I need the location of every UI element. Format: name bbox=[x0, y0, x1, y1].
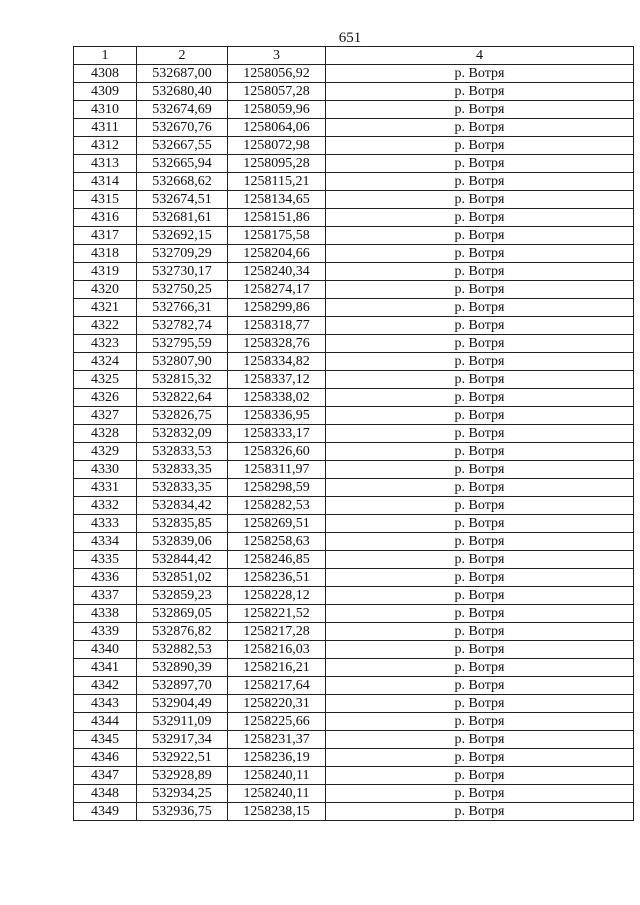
table-row bbox=[74, 83, 634, 101]
y-coordinate-cell: 1258231,37 bbox=[228, 731, 326, 749]
x-coordinate-cell: 532890,39 bbox=[137, 659, 228, 677]
table-row bbox=[74, 533, 634, 551]
description-cell: р. Вотря bbox=[326, 227, 634, 245]
y-coordinate-cell: 1258269,51 bbox=[228, 515, 326, 533]
y-coordinate-cell: 1258318,77 bbox=[228, 317, 326, 335]
point-number-cell: 4349 bbox=[74, 803, 137, 821]
point-number-cell: 4308 bbox=[74, 65, 137, 83]
x-coordinate-cell: 532807,90 bbox=[137, 353, 228, 371]
table-row bbox=[74, 497, 634, 515]
point-number-cell: 4339 bbox=[74, 623, 137, 641]
column-header-3: 3 bbox=[228, 47, 326, 65]
table-row bbox=[74, 443, 634, 461]
point-number-cell: 4340 bbox=[74, 641, 137, 659]
header-row bbox=[74, 47, 634, 65]
table-row bbox=[74, 407, 634, 425]
point-number-cell: 4326 bbox=[74, 389, 137, 407]
table-row bbox=[74, 605, 634, 623]
table-row bbox=[74, 425, 634, 443]
column-header-4: 4 bbox=[326, 47, 634, 65]
table-row bbox=[74, 119, 634, 137]
description-cell: р. Вотря bbox=[326, 515, 634, 533]
x-coordinate-cell: 532730,17 bbox=[137, 263, 228, 281]
description-cell: р. Вотря bbox=[326, 155, 634, 173]
y-coordinate-cell: 1258057,28 bbox=[228, 83, 326, 101]
x-coordinate-cell: 532665,94 bbox=[137, 155, 228, 173]
table-row bbox=[74, 641, 634, 659]
x-coordinate-cell: 532833,35 bbox=[137, 479, 228, 497]
y-coordinate-cell: 1258337,12 bbox=[228, 371, 326, 389]
table-row bbox=[74, 803, 634, 821]
description-cell: р. Вотря bbox=[326, 371, 634, 389]
point-number-cell: 4319 bbox=[74, 263, 137, 281]
description-cell: р. Вотря bbox=[326, 785, 634, 803]
y-coordinate-cell: 1258220,31 bbox=[228, 695, 326, 713]
description-cell: р. Вотря bbox=[326, 695, 634, 713]
point-number-cell: 4329 bbox=[74, 443, 137, 461]
table-row bbox=[74, 695, 634, 713]
description-cell: р. Вотря bbox=[326, 407, 634, 425]
x-coordinate-cell: 532851,02 bbox=[137, 569, 228, 587]
description-cell: р. Вотря bbox=[326, 119, 634, 137]
description-cell: р. Вотря bbox=[326, 209, 634, 227]
description-cell: р. Вотря bbox=[326, 173, 634, 191]
y-coordinate-cell: 1258216,21 bbox=[228, 659, 326, 677]
point-number-cell: 4348 bbox=[74, 785, 137, 803]
x-coordinate-cell: 532750,25 bbox=[137, 281, 228, 299]
x-coordinate-cell: 532904,49 bbox=[137, 695, 228, 713]
point-number-cell: 4317 bbox=[74, 227, 137, 245]
description-cell: р. Вотря bbox=[326, 659, 634, 677]
description-cell: р. Вотря bbox=[326, 83, 634, 101]
table-row bbox=[74, 569, 634, 587]
point-number-cell: 4316 bbox=[74, 209, 137, 227]
description-cell: р. Вотря bbox=[326, 533, 634, 551]
x-coordinate-cell: 532882,53 bbox=[137, 641, 228, 659]
y-coordinate-cell: 1258151,86 bbox=[228, 209, 326, 227]
point-number-cell: 4330 bbox=[74, 461, 137, 479]
y-coordinate-cell: 1258334,82 bbox=[228, 353, 326, 371]
table-body bbox=[74, 65, 634, 821]
table-row bbox=[74, 281, 634, 299]
description-cell: р. Вотря bbox=[326, 263, 634, 281]
description-cell: р. Вотря bbox=[326, 551, 634, 569]
point-number-cell: 4345 bbox=[74, 731, 137, 749]
x-coordinate-cell: 532822,64 bbox=[137, 389, 228, 407]
point-number-cell: 4344 bbox=[74, 713, 137, 731]
y-coordinate-cell: 1258333,17 bbox=[228, 425, 326, 443]
x-coordinate-cell: 532670,76 bbox=[137, 119, 228, 137]
point-number-cell: 4313 bbox=[74, 155, 137, 173]
y-coordinate-cell: 1258338,02 bbox=[228, 389, 326, 407]
x-coordinate-cell: 532782,74 bbox=[137, 317, 228, 335]
description-cell: р. Вотря bbox=[326, 497, 634, 515]
y-coordinate-cell: 1258217,28 bbox=[228, 623, 326, 641]
y-coordinate-cell: 1258134,65 bbox=[228, 191, 326, 209]
point-number-cell: 4338 bbox=[74, 605, 137, 623]
x-coordinate-cell: 532844,42 bbox=[137, 551, 228, 569]
y-coordinate-cell: 1258326,60 bbox=[228, 443, 326, 461]
x-coordinate-cell: 532839,06 bbox=[137, 533, 228, 551]
x-coordinate-cell: 532681,61 bbox=[137, 209, 228, 227]
point-number-cell: 4331 bbox=[74, 479, 137, 497]
description-cell: р. Вотря bbox=[326, 461, 634, 479]
y-coordinate-cell: 1258311,97 bbox=[228, 461, 326, 479]
y-coordinate-cell: 1258064,06 bbox=[228, 119, 326, 137]
point-number-cell: 4324 bbox=[74, 353, 137, 371]
x-coordinate-cell: 532934,25 bbox=[137, 785, 228, 803]
x-coordinate-cell: 532835,85 bbox=[137, 515, 228, 533]
description-cell: р. Вотря bbox=[326, 101, 634, 119]
description-cell: р. Вотря bbox=[326, 677, 634, 695]
table-row bbox=[74, 227, 634, 245]
table-row bbox=[74, 713, 634, 731]
point-number-cell: 4342 bbox=[74, 677, 137, 695]
point-number-cell: 4335 bbox=[74, 551, 137, 569]
y-coordinate-cell: 1258228,12 bbox=[228, 587, 326, 605]
description-cell: р. Вотря bbox=[326, 731, 634, 749]
x-coordinate-cell: 532826,75 bbox=[137, 407, 228, 425]
table-row bbox=[74, 191, 634, 209]
table-row bbox=[74, 209, 634, 227]
y-coordinate-cell: 1258236,51 bbox=[228, 569, 326, 587]
table-row bbox=[74, 749, 634, 767]
point-number-cell: 4321 bbox=[74, 299, 137, 317]
point-number-cell: 4332 bbox=[74, 497, 137, 515]
table-row bbox=[74, 65, 634, 83]
y-coordinate-cell: 1258240,11 bbox=[228, 767, 326, 785]
point-number-cell: 4318 bbox=[74, 245, 137, 263]
x-coordinate-cell: 532795,59 bbox=[137, 335, 228, 353]
table-row bbox=[74, 299, 634, 317]
y-coordinate-cell: 1258221,52 bbox=[228, 605, 326, 623]
y-coordinate-cell: 1258240,34 bbox=[228, 263, 326, 281]
y-coordinate-cell: 1258274,17 bbox=[228, 281, 326, 299]
point-number-cell: 4341 bbox=[74, 659, 137, 677]
description-cell: р. Вотря bbox=[326, 299, 634, 317]
description-cell: р. Вотря bbox=[326, 425, 634, 443]
x-coordinate-cell: 532680,40 bbox=[137, 83, 228, 101]
y-coordinate-cell: 1258204,66 bbox=[228, 245, 326, 263]
description-cell: р. Вотря bbox=[326, 569, 634, 587]
x-coordinate-cell: 532922,51 bbox=[137, 749, 228, 767]
point-number-cell: 4343 bbox=[74, 695, 137, 713]
point-number-cell: 4347 bbox=[74, 767, 137, 785]
point-number-cell: 4323 bbox=[74, 335, 137, 353]
description-cell: р. Вотря bbox=[326, 803, 634, 821]
x-coordinate-cell: 532834,42 bbox=[137, 497, 228, 515]
point-number-cell: 4315 bbox=[74, 191, 137, 209]
x-coordinate-cell: 532859,23 bbox=[137, 587, 228, 605]
point-number-cell: 4312 bbox=[74, 137, 137, 155]
x-coordinate-cell: 532832,09 bbox=[137, 425, 228, 443]
y-coordinate-cell: 1258298,59 bbox=[228, 479, 326, 497]
table-row bbox=[74, 317, 634, 335]
point-number-cell: 4311 bbox=[74, 119, 137, 137]
y-coordinate-cell: 1258072,98 bbox=[228, 137, 326, 155]
description-cell: р. Вотря bbox=[326, 443, 634, 461]
description-cell: р. Вотря bbox=[326, 389, 634, 407]
x-coordinate-cell: 532911,09 bbox=[137, 713, 228, 731]
y-coordinate-cell: 1258282,53 bbox=[228, 497, 326, 515]
description-cell: р. Вотря bbox=[326, 191, 634, 209]
y-coordinate-cell: 1258059,96 bbox=[228, 101, 326, 119]
table-row bbox=[74, 155, 634, 173]
x-coordinate-cell: 532876,82 bbox=[137, 623, 228, 641]
description-cell: р. Вотря bbox=[326, 281, 634, 299]
x-coordinate-cell: 532897,70 bbox=[137, 677, 228, 695]
table-row bbox=[74, 587, 634, 605]
table-row bbox=[74, 101, 634, 119]
x-coordinate-cell: 532668,62 bbox=[137, 173, 228, 191]
point-number-cell: 4337 bbox=[74, 587, 137, 605]
point-number-cell: 4346 bbox=[74, 749, 137, 767]
table-row bbox=[74, 371, 634, 389]
column-header-1: 1 bbox=[74, 47, 137, 65]
table-row bbox=[74, 461, 634, 479]
table-row bbox=[74, 137, 634, 155]
x-coordinate-cell: 532928,89 bbox=[137, 767, 228, 785]
x-coordinate-cell: 532833,35 bbox=[137, 461, 228, 479]
table-row bbox=[74, 623, 634, 641]
point-number-cell: 4309 bbox=[74, 83, 137, 101]
table-row bbox=[74, 677, 634, 695]
point-number-cell: 4328 bbox=[74, 425, 137, 443]
description-cell: р. Вотря bbox=[326, 587, 634, 605]
point-number-cell: 4333 bbox=[74, 515, 137, 533]
table-row bbox=[74, 659, 634, 677]
page-number: 651 bbox=[338, 30, 362, 46]
point-number-cell: 4336 bbox=[74, 569, 137, 587]
description-cell: р. Вотря bbox=[326, 623, 634, 641]
x-coordinate-cell: 532815,32 bbox=[137, 371, 228, 389]
point-number-cell: 4334 bbox=[74, 533, 137, 551]
y-coordinate-cell: 1258328,76 bbox=[228, 335, 326, 353]
table-row bbox=[74, 731, 634, 749]
coordinates-table bbox=[73, 46, 634, 821]
x-coordinate-cell: 532687,00 bbox=[137, 65, 228, 83]
point-number-cell: 4320 bbox=[74, 281, 137, 299]
x-coordinate-cell: 532674,69 bbox=[137, 101, 228, 119]
x-coordinate-cell: 532667,55 bbox=[137, 137, 228, 155]
point-number-cell: 4322 bbox=[74, 317, 137, 335]
y-coordinate-cell: 1258115,21 bbox=[228, 173, 326, 191]
description-cell: р. Вотря bbox=[326, 479, 634, 497]
x-coordinate-cell: 532936,75 bbox=[137, 803, 228, 821]
y-coordinate-cell: 1258175,58 bbox=[228, 227, 326, 245]
x-coordinate-cell: 532766,31 bbox=[137, 299, 228, 317]
x-coordinate-cell: 532869,05 bbox=[137, 605, 228, 623]
description-cell: р. Вотря bbox=[326, 749, 634, 767]
point-number-cell: 4325 bbox=[74, 371, 137, 389]
x-coordinate-cell: 532917,34 bbox=[137, 731, 228, 749]
table-row bbox=[74, 479, 634, 497]
table-row bbox=[74, 785, 634, 803]
y-coordinate-cell: 1258238,15 bbox=[228, 803, 326, 821]
description-cell: р. Вотря bbox=[326, 767, 634, 785]
y-coordinate-cell: 1258236,19 bbox=[228, 749, 326, 767]
point-number-cell: 4327 bbox=[74, 407, 137, 425]
x-coordinate-cell: 532833,53 bbox=[137, 443, 228, 461]
description-cell: р. Вотря bbox=[326, 317, 634, 335]
y-coordinate-cell: 1258336,95 bbox=[228, 407, 326, 425]
y-coordinate-cell: 1258246,85 bbox=[228, 551, 326, 569]
description-cell: р. Вотря bbox=[326, 65, 634, 83]
description-cell: р. Вотря bbox=[326, 713, 634, 731]
y-coordinate-cell: 1258216,03 bbox=[228, 641, 326, 659]
table-row bbox=[74, 551, 634, 569]
x-coordinate-cell: 532709,29 bbox=[137, 245, 228, 263]
y-coordinate-cell: 1258299,86 bbox=[228, 299, 326, 317]
table-row bbox=[74, 335, 634, 353]
description-cell: р. Вотря bbox=[326, 245, 634, 263]
description-cell: р. Вотря bbox=[326, 605, 634, 623]
description-cell: р. Вотря bbox=[326, 137, 634, 155]
x-coordinate-cell: 532674,51 bbox=[137, 191, 228, 209]
description-cell: р. Вотря bbox=[326, 335, 634, 353]
point-number-cell: 4314 bbox=[74, 173, 137, 191]
table-row bbox=[74, 515, 634, 533]
table-row bbox=[74, 389, 634, 407]
y-coordinate-cell: 1258258,63 bbox=[228, 533, 326, 551]
y-coordinate-cell: 1258095,28 bbox=[228, 155, 326, 173]
y-coordinate-cell: 1258240,11 bbox=[228, 785, 326, 803]
table-row bbox=[74, 767, 634, 785]
y-coordinate-cell: 1258217,64 bbox=[228, 677, 326, 695]
column-header-2: 2 bbox=[137, 47, 228, 65]
table-row bbox=[74, 353, 634, 371]
y-coordinate-cell: 1258225,66 bbox=[228, 713, 326, 731]
description-cell: р. Вотря bbox=[326, 353, 634, 371]
y-coordinate-cell: 1258056,92 bbox=[228, 65, 326, 83]
table-row bbox=[74, 173, 634, 191]
table-row bbox=[74, 263, 634, 281]
description-cell: р. Вотря bbox=[326, 641, 634, 659]
x-coordinate-cell: 532692,15 bbox=[137, 227, 228, 245]
point-number-cell: 4310 bbox=[74, 101, 137, 119]
table-row bbox=[74, 245, 634, 263]
